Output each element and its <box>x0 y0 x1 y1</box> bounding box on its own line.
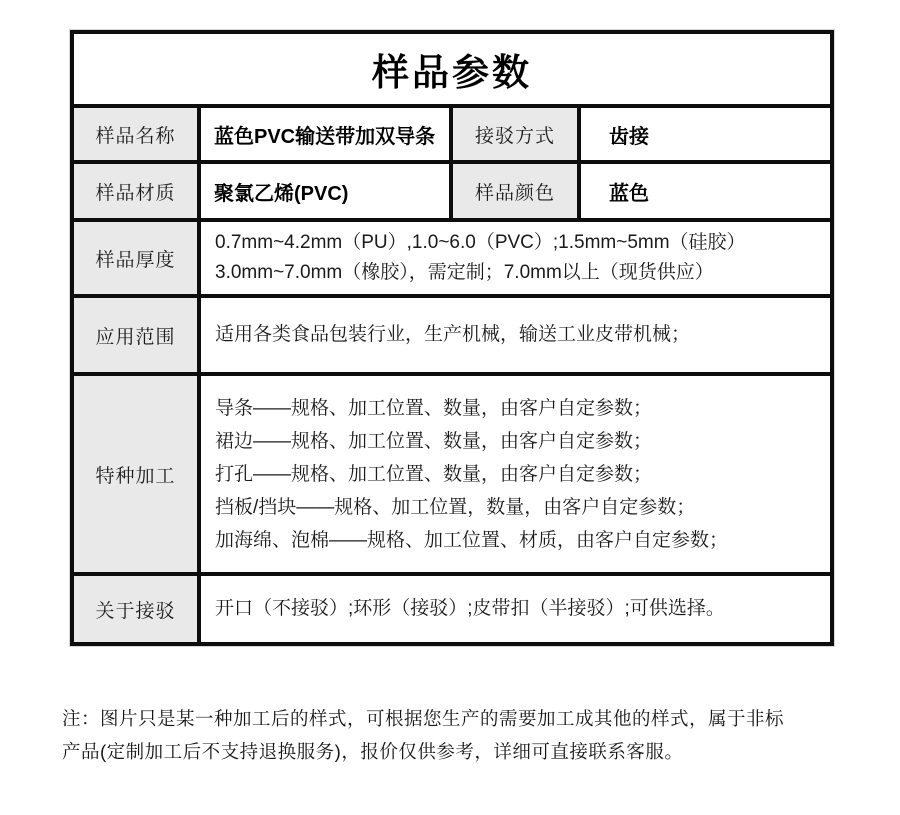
special-processing-line: 裙边——规格、加工位置、数量，由客户自定参数； <box>215 430 653 452</box>
about-joint-line: 开口（不接驳）;环形（接驳）;皮带扣（半接驳）;可供选择。 <box>215 598 725 619</box>
row-label-sample-material: 样品材质 <box>72 162 199 220</box>
row-value-application <box>199 296 832 374</box>
title-row <box>72 32 832 106</box>
row-value-special-processing <box>199 374 832 574</box>
thickness-line: 3.0mm~7.0mm（橡胶），需定制；7.0mm以上（现货供应） <box>215 262 714 283</box>
special-processing-line: 加海绵、泡棉——规格、加工位置、材质，由客户自定参数； <box>215 529 729 551</box>
row-label-joint-method: 接驳方式 <box>451 106 579 162</box>
footnote <box>62 702 862 768</box>
footnote-line: 产品(定制加工后不支持退换服务)，报价仅供参考，详细可直接联系客服。 <box>62 741 684 762</box>
row-value-thickness <box>199 220 832 296</box>
row-value-sample-color: 蓝色 <box>579 162 832 220</box>
table-row-sample-material <box>72 162 832 220</box>
table-row-special-processing <box>72 374 832 574</box>
special-processing-line: 挡板/挡块——规格、加工位置，数量，由客户自定参数； <box>215 496 696 518</box>
row-label-application: 应用范围 <box>72 296 199 374</box>
row-value-joint-method: 齿接 <box>579 106 832 162</box>
row-value-sample-name: 蓝色PVC输送带加双导条 <box>199 106 451 162</box>
thickness-line: 0.7mm~4.2mm（PU）,1.0~6.0（PVC）;1.5mm~5mm（硅胶） <box>215 232 746 253</box>
row-label-sample-color: 样品颜色 <box>451 162 579 220</box>
table-row-sample-name <box>72 106 832 162</box>
sample-parameters-table <box>70 30 834 646</box>
table-row-thickness <box>72 220 832 296</box>
special-processing-line: 导条——规格、加工位置、数量，由客户自定参数； <box>215 397 653 419</box>
footnote-line: 注：图片只是某一种加工后的样式，可根据您生产的需要加工成其他的样式，属于非标 <box>62 708 785 729</box>
row-label-about-joint: 关于接驳 <box>72 574 199 644</box>
special-processing-line: 打孔——规格、加工位置、数量，由客户自定参数； <box>215 463 653 485</box>
row-label-special-processing: 特种加工 <box>72 374 199 574</box>
application-line: 适用各类食品包装行业，生产机械，输送工业皮带机械； <box>215 324 691 345</box>
table-row-application <box>72 296 832 374</box>
row-label-thickness: 样品厚度 <box>72 220 199 296</box>
row-value-about-joint <box>199 574 832 644</box>
table-row-about-joint <box>72 574 832 644</box>
row-label-sample-name: 样品名称 <box>72 106 199 162</box>
table-title: 样品参数 <box>72 32 832 106</box>
row-value-sample-material: 聚氯乙烯(PVC) <box>199 162 451 220</box>
